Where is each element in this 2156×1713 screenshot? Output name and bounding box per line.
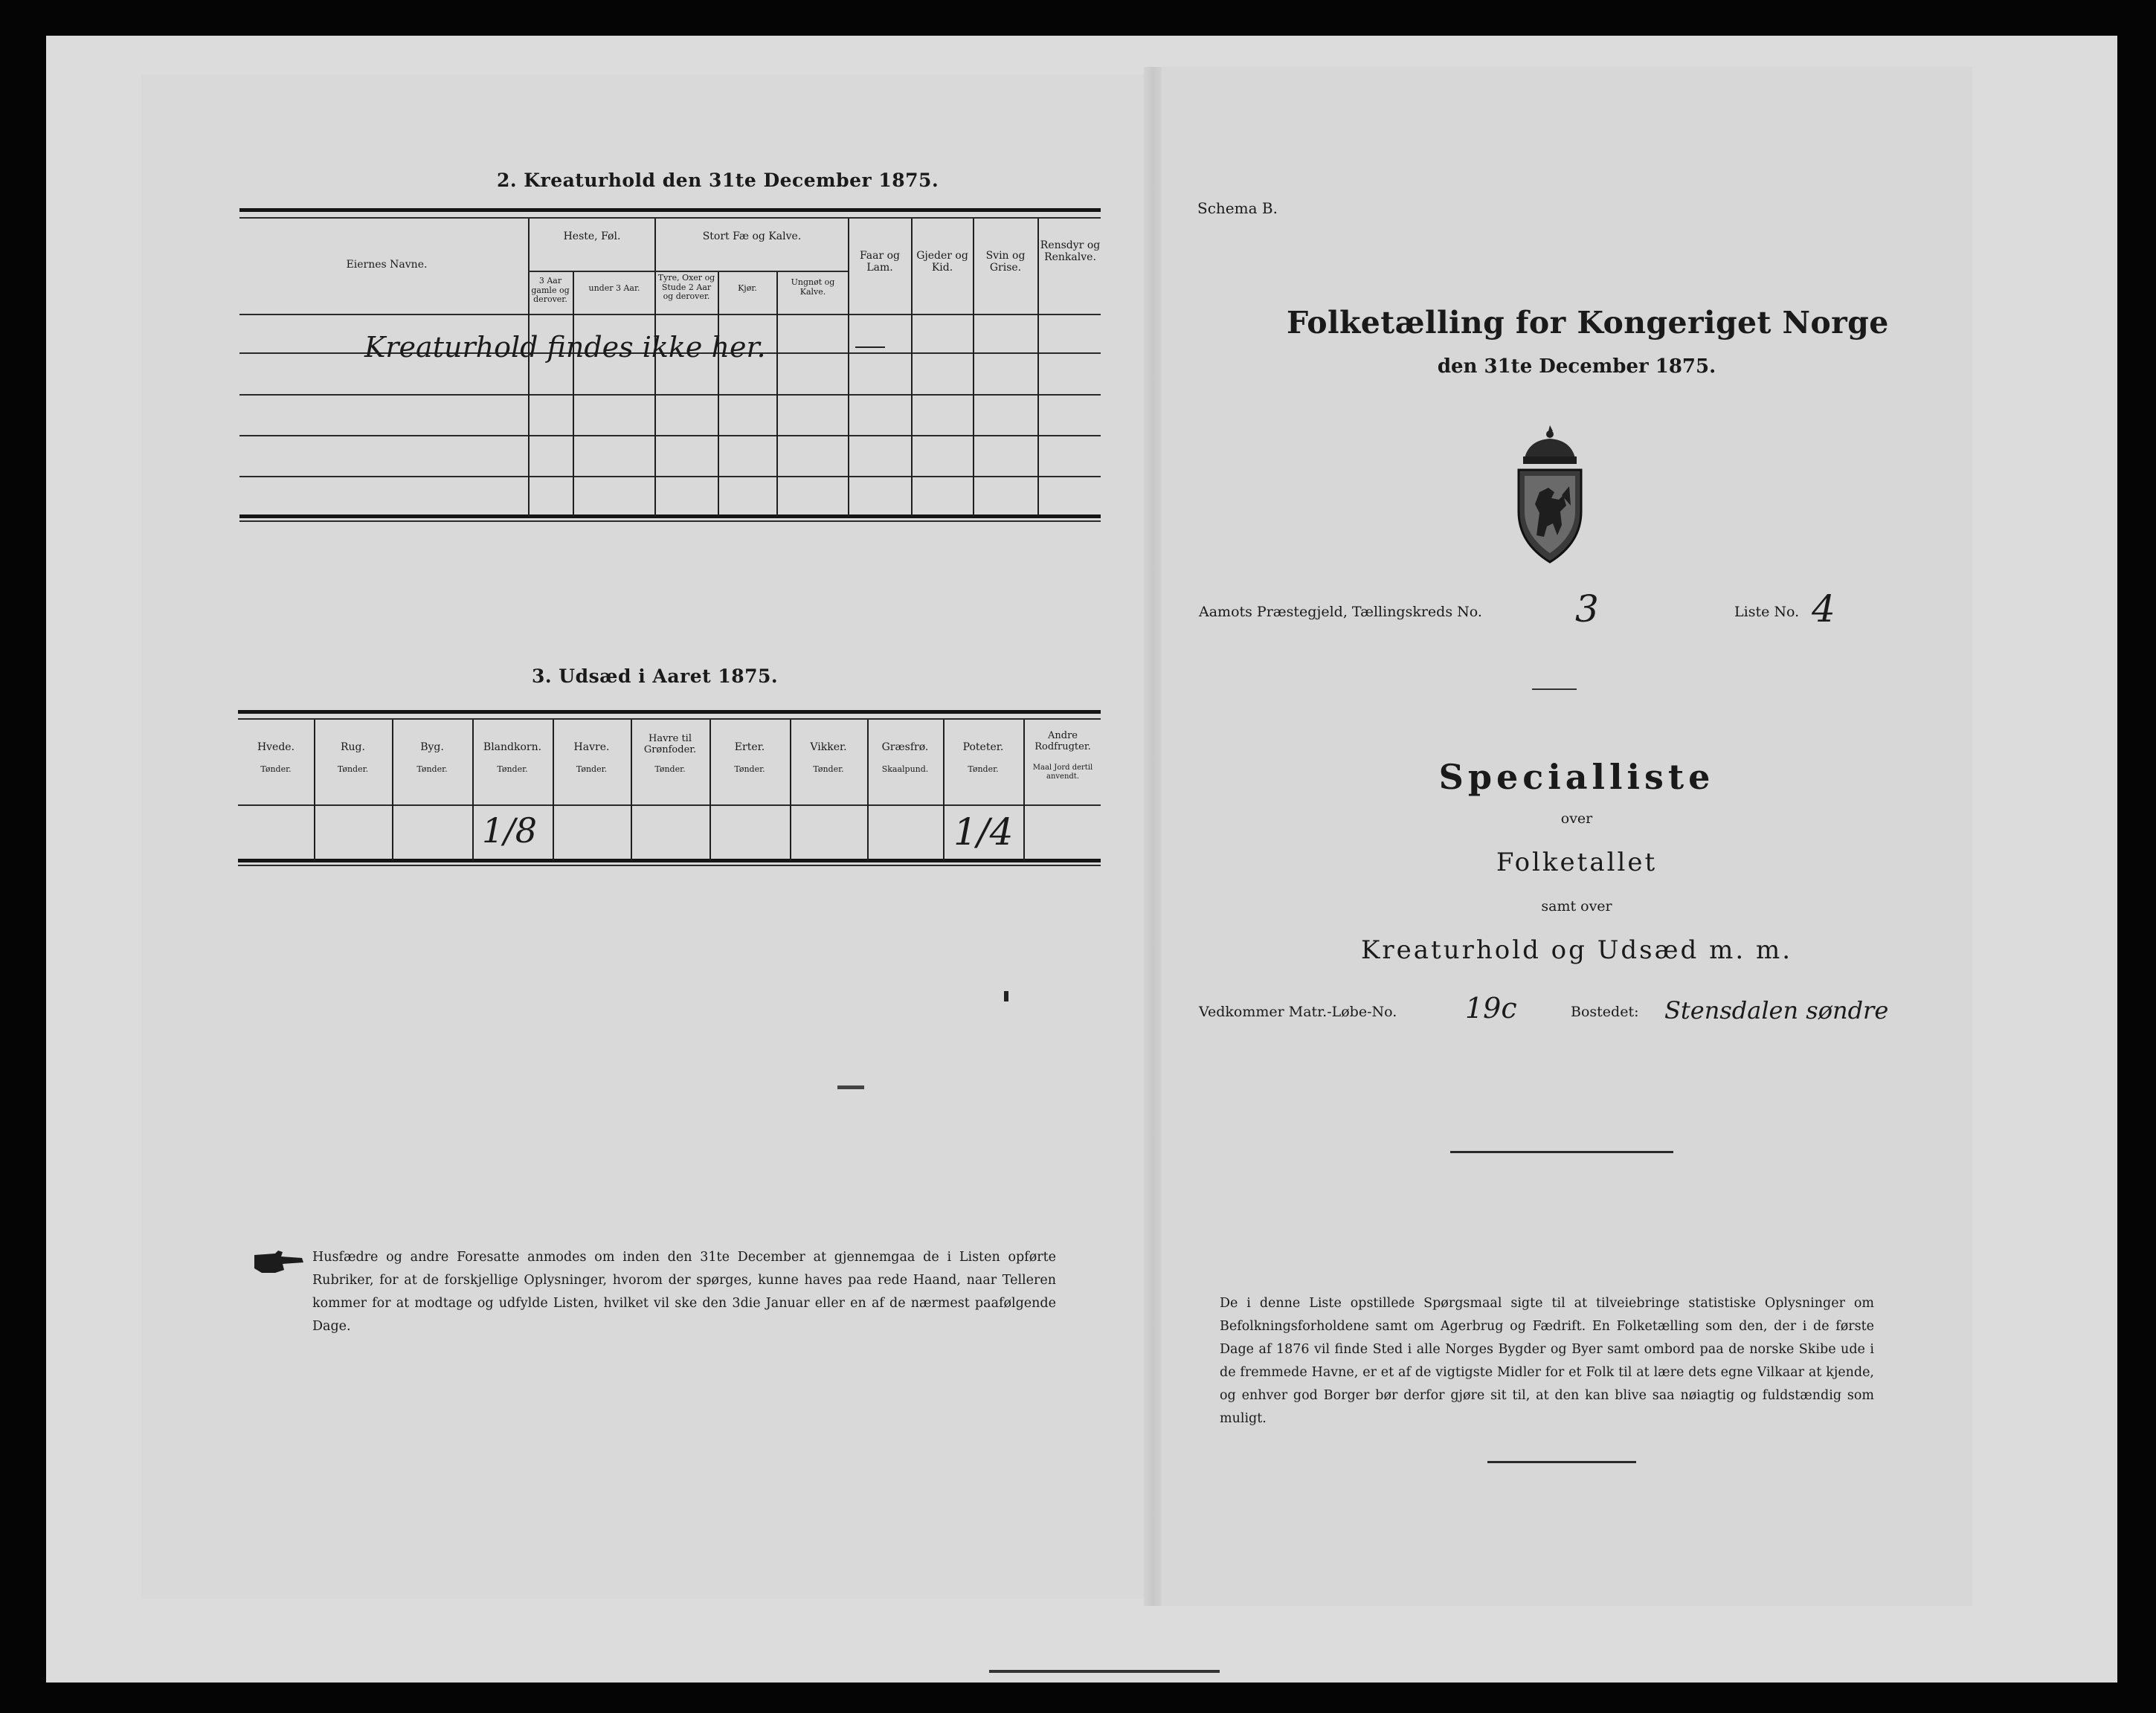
householder-notice: Husfædre og andre Foresatte anmodes om inden den 31te December at gjennemgaa de i Listen opførte Rubriker, for at de forskjellige Oplysninger, hvorom der spørges, kunne haves paa rede Haand, naar Telleren kommer for at modtage og udfylde Listen, hvilket vil ske den 3die Januar eller en af de nærmest paafølgende Dage. <box>312 1250 1056 1334</box>
header-kjor: Kjør. <box>738 283 757 293</box>
census-title: Folketælling for Kongeriget Norge <box>1287 305 1889 341</box>
samt-over-label: samt over <box>1541 898 1612 914</box>
header-svin: Svin og Grise. <box>985 250 1026 274</box>
table3-bottom-rule <box>238 859 1101 862</box>
section2-title: 2. Kreaturhold den 31te December 1875. <box>497 170 939 191</box>
divider <box>1487 1461 1636 1463</box>
col-andre-rodfrugter: Andre Rodfrugter. <box>1034 730 1091 752</box>
divider <box>1450 1151 1673 1153</box>
district-number: 3 <box>1575 587 1599 630</box>
col-rug: Rug. <box>341 741 365 753</box>
table3-headers: Hvede. Tønder. Rug. Tønder. Byg. Tønder. Blandkorn. Tønder. Havre. Tønder. Havre til Grønfoder. Tønder. Erter. Tønder. Vikker. Tønder. Græsfrø. Skaalpund. Poteter. Tønder. Andre Rodfrugter. Maal Jord dertil anvendt. <box>238 732 1101 803</box>
pointing-hand-icon <box>253 1248 306 1277</box>
census-purpose-paragraph: De i denne Liste opstillede Spørgsmaal sigte til at tilveiebringe statistiske Oplysninger om Befolkningsforholdene samt om Agerbrug og Fædrift. En Folketælling som den, der i de første Dage af 1876 vil finde Sted i alle Norges Bygder og Byer samt ombord paa de norske Skibe ude i de fremmede Havne, er et af de vigtigste Midler for et Folk til at lære dets egne Vilkaar at kjende, og enhver god Borger bør derfor gjøre sit til, at den kan blive saa nøiagtig og fuldstændig som muligt. <box>1220 1296 1874 1426</box>
section3-title: 3. Udsæd i Aaret 1875. <box>532 665 779 687</box>
matr-number: 19c <box>1465 992 1517 1025</box>
handwritten-blandkorn: 1/8 <box>482 810 538 851</box>
col-havre-gronfoder: Havre til Grønfoder. <box>643 733 697 755</box>
schema-label: Schema B. <box>1197 199 1278 217</box>
district-label: Aamots Præstegjeld, Tællingskreds No. <box>1199 604 1482 620</box>
bosted-value: Stensdalen søndre <box>1664 996 1889 1025</box>
header-owner: Eiernes Navne. <box>346 259 428 271</box>
col-havre: Havre. <box>573 741 610 753</box>
ink-scribble <box>989 1670 1220 1673</box>
matr-label: Vedkommer Matr.-Løbe-No. <box>1199 1004 1397 1020</box>
kreaturhold-heading: Kreaturhold og Udsæd m. m. <box>1360 935 1792 965</box>
bosted-label: Bostedet: <box>1571 1004 1639 1020</box>
ink-mark <box>837 1085 864 1089</box>
handwritten-poteter: 1/4 <box>953 810 1014 854</box>
header-tyre: Tyre, Oxer og Stude 2 Aar og derover. <box>657 273 715 302</box>
divider <box>1532 688 1577 690</box>
col-hvede: Hvede. <box>257 741 295 753</box>
header-gjeder: Gjeder og Kid. <box>916 250 968 274</box>
header-rensdyr: Rensdyr og Renkalve. <box>1040 239 1101 264</box>
ink-mark <box>1004 991 1008 1001</box>
col-vikker: Vikker. <box>810 741 847 753</box>
table2-top-rule <box>239 208 1101 212</box>
handwritten-kreaturhold-entry: Kreaturhold findes ikke her. <box>364 331 766 364</box>
header-stort: Stort Fæ og Kalve. <box>702 230 802 242</box>
page-fold <box>1144 67 1162 1606</box>
table2-header-rule <box>239 314 1101 315</box>
header-heste-old: 3 Aar gamle og derover. <box>531 276 570 305</box>
col-byg: Byg. <box>420 741 444 753</box>
liste-number: 4 <box>1812 587 1835 630</box>
header-heste: Heste, Føl. <box>563 230 621 242</box>
over-label: over <box>1560 810 1593 827</box>
col-poteter: Poteter. <box>962 741 1004 753</box>
specialliste-heading: Specialliste <box>1438 757 1715 797</box>
table3-top-rule <box>238 710 1101 714</box>
coat-of-arms-icon <box>1514 424 1586 565</box>
header-faar: Faar og Lam. <box>860 250 900 274</box>
col-blandkorn: Blandkorn. <box>483 741 542 753</box>
table3-header-rule <box>238 804 1101 806</box>
census-date: den 31te December 1875. <box>1437 355 1716 378</box>
col-erter: Erter. <box>734 741 765 753</box>
liste-label: Liste No. <box>1734 604 1800 620</box>
table2-bottom-rule <box>239 514 1101 518</box>
header-ungnot: Ungnøt og Kalve. <box>791 277 835 297</box>
header-heste-young: under 3 Aar. <box>588 283 640 293</box>
col-graesfro: Græsfrø. <box>881 741 929 753</box>
folketallet-heading: Folketallet <box>1496 848 1658 877</box>
